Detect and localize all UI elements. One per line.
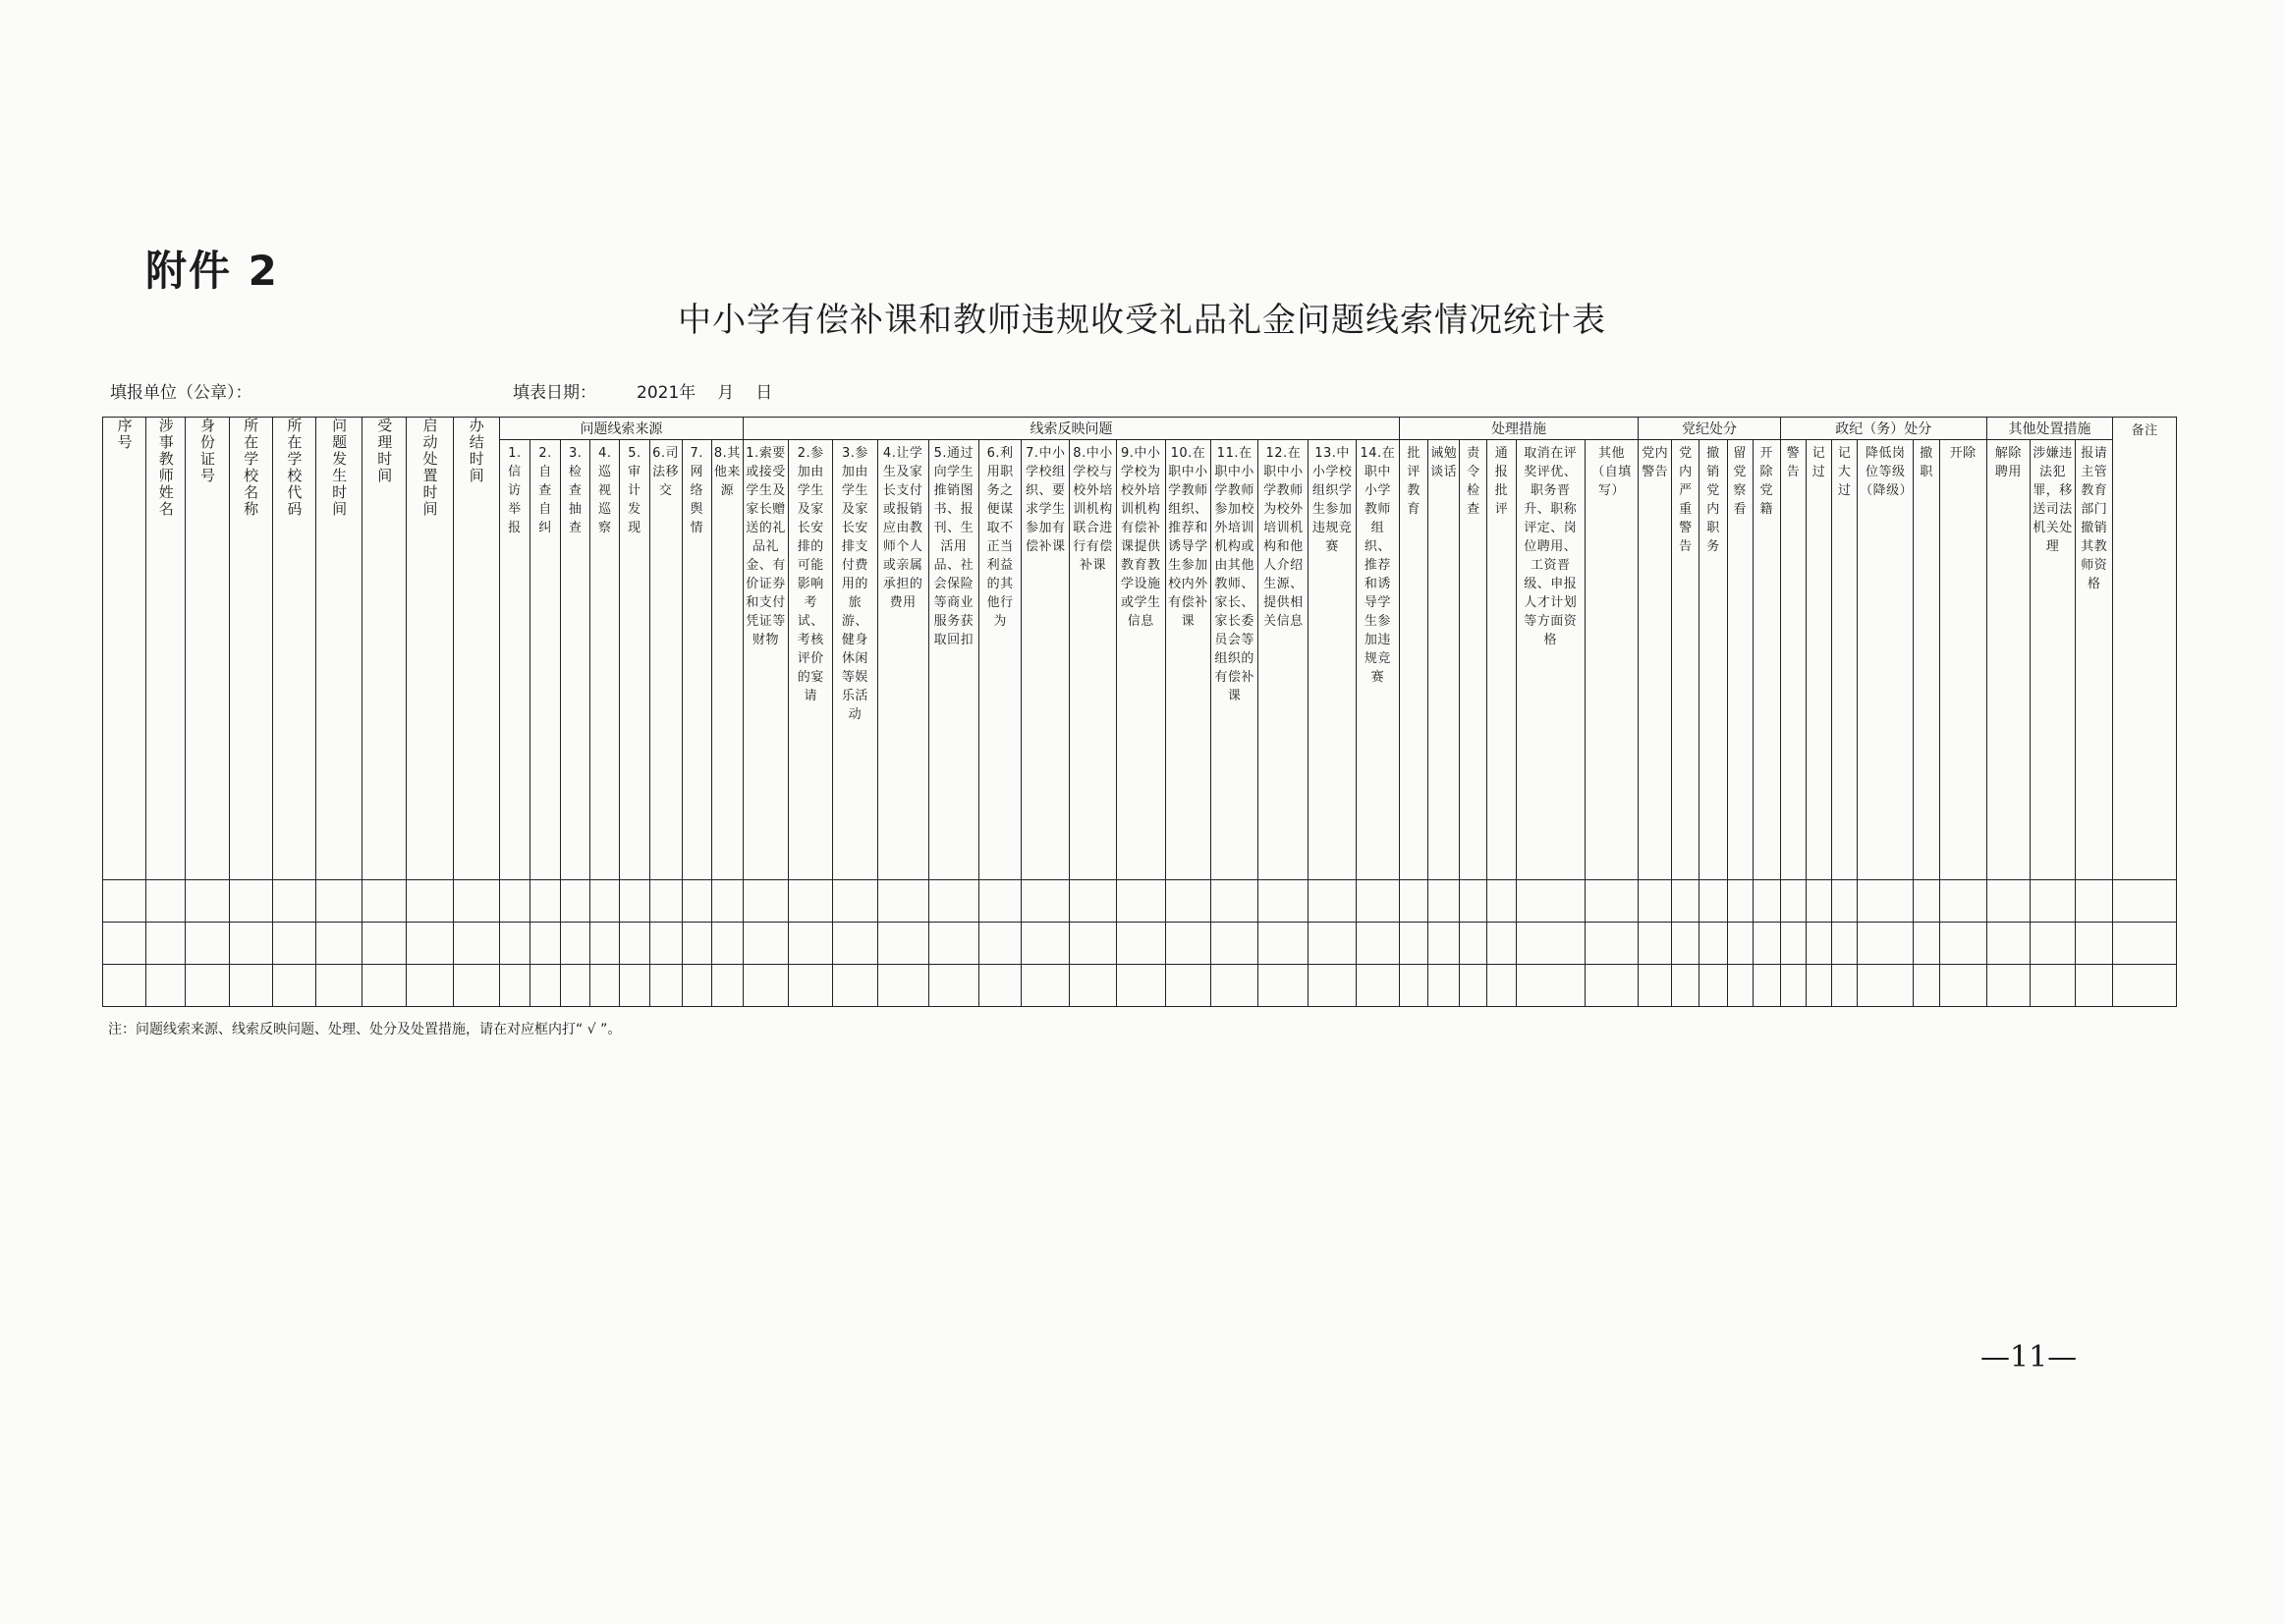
table-row [103,923,2177,965]
group-header-party: 党纪处分 [1639,418,1781,440]
col-header-accept-time: 受理时间 [362,418,407,880]
date-month: 月 [717,383,735,403]
col-header-other-3: 报请主管教育部门撤销其教师资格 [2076,440,2113,880]
col-header-issue-9: 9.中小学校为校外培训机构有偿补课提供教育教学设施或学生信息 [1116,440,1165,880]
col-header-measure-2: 诫勉谈话 [1428,440,1460,880]
col-header-measure-1: 批评教育 [1400,440,1428,880]
group-header-other: 其他处置措施 [1986,418,2113,440]
col-header-gov-1: 警告 [1780,440,1806,880]
col-header-source-7: 7.网络舆情 [682,440,711,880]
col-header-source-8: 8.其他来源 [711,440,743,880]
date-year: 2021年 [637,383,696,403]
col-header-issue-11: 11.在职中小学教师参加校外培训机构或由其他教师、家长、家长委员会等组织的有偿补课 [1211,440,1258,880]
col-header-issue-14: 14.在职中小学教师组织、推荐和诱导学生参加违规竞赛 [1356,440,1399,880]
col-header-party-5: 开除党籍 [1753,440,1780,880]
col-header-finish-time: 办结时间 [453,418,499,880]
col-header-seq: 序号 [103,418,146,880]
col-header-occur-time: 问题发生时间 [315,418,362,880]
col-header-measure-6: 其他（自填写） [1585,440,1638,880]
table-row [103,880,2177,923]
col-header-gov-5: 撤职 [1914,440,1939,880]
col-header-party-3: 撤销党内职务 [1699,440,1727,880]
statistics-table [102,417,2177,1007]
col-header-source-3: 3.检查抽查 [561,440,590,880]
fill-date-label: 填表日期： [513,383,596,403]
col-header-party-4: 留党察看 [1727,440,1753,880]
col-header-issue-10: 10.在职中小学教师组织、推荐和诱导学生参加校内外有偿补课 [1165,440,1210,880]
col-header-remark: 备注 [2113,418,2177,880]
table-row [103,965,2177,1007]
group-header-gov: 政纪（务）处分 [1780,418,1986,440]
col-header-id-number: 身份证号 [186,418,229,880]
group-header-measures: 处理措施 [1400,418,1639,440]
col-header-issue-5: 5.通过向学生推销图书、报刊、生活用品、社会保险等商业服务获取回扣 [928,440,978,880]
page-number: —11— [1980,1340,2078,1374]
col-header-issue-7: 7.中小学校组织、要求学生参加有偿补课 [1022,440,1070,880]
col-header-party-1: 党内警告 [1639,440,1672,880]
col-header-teacher-name: 涉事教师姓名 [146,418,186,880]
col-header-source-1: 1.信访举报 [499,440,529,880]
page-title: 中小学有偿补课和教师违规收受礼品礼金问题线索情况统计表 [678,301,1606,340]
col-header-measure-3: 责令检查 [1460,440,1487,880]
col-header-source-4: 4.巡视巡察 [590,440,620,880]
col-header-issue-4: 4.让学生及家长支付或报销应由教师个人或亲属承担的费用 [877,440,928,880]
attachment-label: 附件 2 [145,247,279,295]
col-header-gov-6: 开除 [1939,440,1986,880]
col-header-issue-2: 2.参加由学生及家长安排的可能影响考试、考核评价的宴请 [789,440,833,880]
col-header-issue-6: 6.利用职务之便谋取不正当利益的其他行为 [978,440,1021,880]
col-header-source-2: 2.自查自纠 [529,440,560,880]
col-header-gov-3: 记大过 [1832,440,1858,880]
col-header-issue-1: 1.索要或接受学生及家长赠送的礼品礼金、有价证券和支付凭证等财物 [743,440,788,880]
col-header-school-code: 所在学校代码 [272,418,315,880]
col-header-issue-8: 8.中小学校与校外培训机构联合进行有偿补课 [1070,440,1116,880]
col-header-issue-12: 12.在职中小学教师为校外培训机构和他人介绍生源、提供相关信息 [1258,440,1309,880]
col-header-source-6: 6.司法移交 [649,440,682,880]
col-header-source-5: 5.审计发现 [620,440,649,880]
col-header-other-2: 涉嫌违法犯罪，移送司法机关处理 [2030,440,2075,880]
group-header-issues: 线索反映问题 [743,418,1399,440]
date-day: 日 [755,383,773,403]
col-header-gov-4: 降低岗位等级（降级） [1858,440,1914,880]
col-header-gov-2: 记过 [1806,440,1831,880]
table-footnote: 注：问题线索来源、线索反映问题、处理、处分及处置措施，请在对应框内打“ √ ”。 [108,1022,622,1037]
col-header-measure-4: 通报批评 [1487,440,1516,880]
group-header-source: 问题线索来源 [499,418,743,440]
col-header-start-time: 启动处置时间 [407,418,453,880]
fill-unit-label: 填报单位（公章）： [110,383,252,403]
col-header-school-name: 所在学校名称 [229,418,272,880]
col-header-party-2: 党内严重警告 [1672,440,1699,880]
col-header-other-1: 解除聘用 [1986,440,2030,880]
col-header-issue-13: 13.中小学校组织学生参加违规竞赛 [1309,440,1356,880]
fill-date-value [637,378,794,403]
col-header-issue-3: 3.参加由学生及家长安排支付费用的旅游、健身休闲等娱乐活动 [833,440,877,880]
col-header-measure-5: 取消在评奖评优、职务晋升、职称评定、岗位聘用、工资晋级、申报人才计划等方面资格 [1516,440,1585,880]
